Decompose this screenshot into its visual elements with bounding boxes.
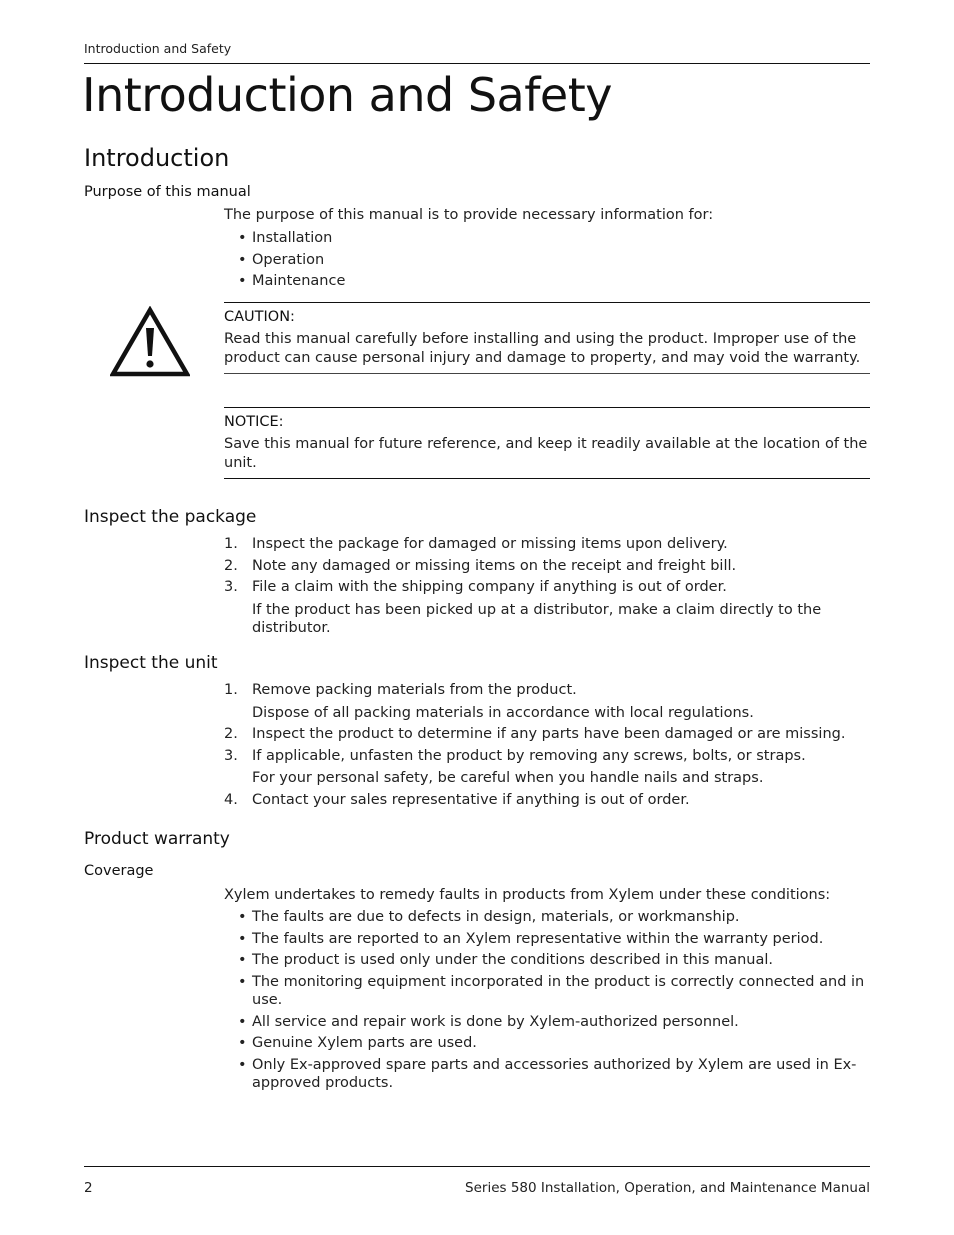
list-item: • The product is used only under the conditions described in this manual.	[224, 951, 870, 970]
step-number: 3.	[224, 579, 238, 595]
list-item: • The faults are reported to an Xylem representative within the warranty period.	[224, 930, 870, 949]
inspect-unit-steps	[224, 681, 870, 812]
list-item: • The monitoring equipment incorporated in the product is correctly connected and in use.	[224, 973, 870, 1010]
footer-rule	[84, 1166, 870, 1167]
list-item	[224, 725, 870, 744]
step-number: 1.	[224, 682, 238, 698]
purpose-lead: The purpose of this manual is to provide necessary information for:	[224, 207, 714, 223]
warranty-conditions-list	[224, 908, 870, 1096]
subheading-coverage: Coverage	[84, 863, 154, 879]
step-note: Dispose of all packing materials in accordance with local regulations.	[252, 704, 754, 721]
step-text: File a claim with the shipping company if anything is out of order.	[252, 579, 727, 595]
step-number: 2.	[224, 726, 238, 742]
step-text: Note any damaged or missing items on the receipt and freight bill.	[252, 557, 737, 574]
section-heading-inspect-unit: Inspect the unit	[84, 653, 218, 673]
step-number: 1.	[224, 536, 238, 552]
list-item	[224, 681, 870, 722]
list-item: • Only Ex-approved spare parts and accessories authorized by Xylem are used in Ex-approved products.	[224, 1056, 870, 1093]
step-text: Remove packing materials from the product.	[252, 682, 577, 698]
caution-box	[224, 302, 870, 374]
list-item: • Genuine Xylem parts are used.	[224, 1034, 870, 1053]
step-number: 3.	[224, 747, 238, 764]
list-item	[224, 747, 870, 788]
notice-label: NOTICE:	[224, 414, 284, 430]
section-heading-inspect-package: Inspect the package	[84, 507, 257, 527]
document-page	[84, 0, 870, 1235]
list-item	[224, 535, 870, 554]
list-item: • Installation	[224, 229, 870, 248]
notice-box	[224, 407, 870, 479]
manual-title: Series 580 Installation, Operation, and Maintenance Manual	[465, 1180, 870, 1196]
step-number: 4.	[224, 791, 238, 808]
page-number: 2	[84, 1180, 93, 1196]
purpose-list	[224, 229, 870, 294]
list-item	[224, 557, 870, 576]
warning-triangle-icon	[110, 306, 190, 378]
step-text: Inspect the package for damaged or missing items upon delivery.	[252, 536, 728, 552]
list-item	[224, 578, 870, 638]
list-item	[224, 791, 870, 810]
list-item: • The faults are due to defects in design, materials, or workmanship.	[224, 908, 870, 927]
list-item: • Maintenance	[224, 272, 870, 291]
chapter-title: Introduction and Safety	[82, 68, 612, 122]
caution-label: CAUTION:	[224, 309, 295, 325]
step-text: Inspect the product to determine if any parts have been damaged or are missing.	[252, 726, 846, 742]
list-item: • All service and repair work is done by Xylem-authorized personnel.	[224, 1013, 870, 1032]
section-heading-introduction: Introduction	[84, 144, 230, 172]
subheading-purpose: Purpose of this manual	[84, 184, 251, 200]
notice-text: Save this manual for future reference, and keep it readily available at the location of the unit.	[224, 436, 868, 471]
inspect-package-steps	[224, 535, 870, 641]
step-text: If applicable, unfasten the product by removing any screws, bolts, or straps.	[252, 747, 806, 764]
section-heading-warranty: Product warranty	[84, 829, 230, 849]
warranty-lead: Xylem undertakes to remedy faults in products from Xylem under these conditions:	[224, 887, 831, 903]
step-number: 2.	[224, 557, 238, 574]
list-item: • Operation	[224, 251, 870, 270]
caution-text: Read this manual carefully before installing and using the product. Improper use of the product can cause personal injury and damage to property, and may void the warranty.	[224, 331, 861, 366]
step-note: For your personal safety, be careful when you handle nails and straps.	[252, 770, 764, 786]
step-text: Contact your sales representative if anything is out of order.	[252, 791, 690, 808]
step-note: If the product has been picked up at a distributor, make a claim directly to the distributor.	[252, 601, 822, 636]
running-header: Introduction and Safety	[84, 41, 232, 56]
